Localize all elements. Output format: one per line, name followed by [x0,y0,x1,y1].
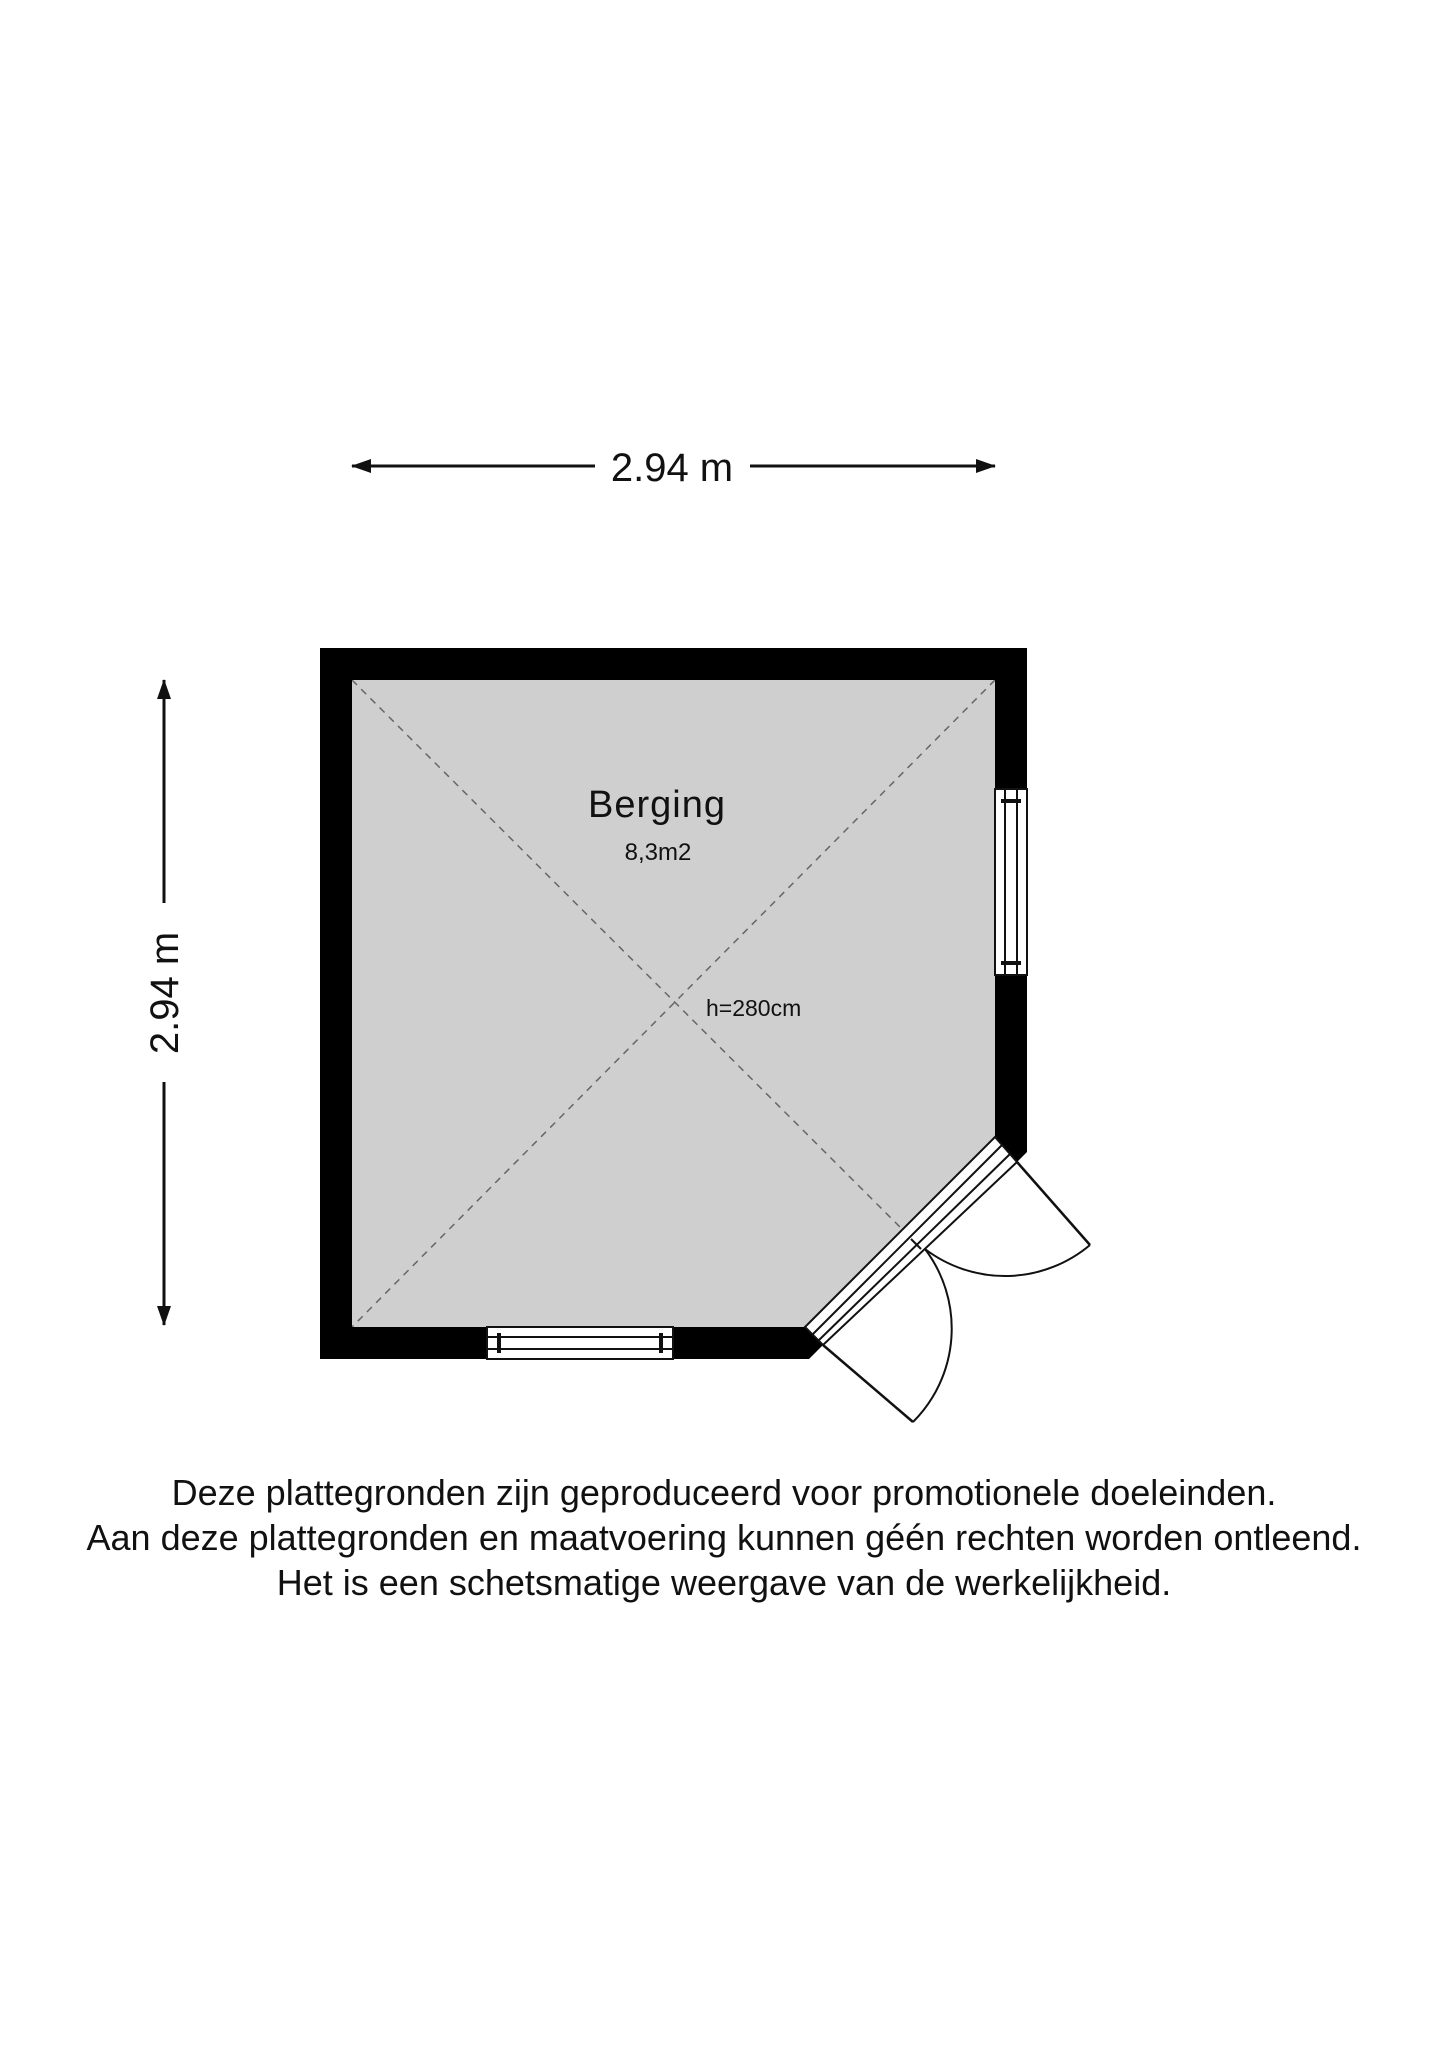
window-right [995,789,1027,975]
room-area: 8,3m2 [624,839,692,866]
window-right-mullion-top [1001,799,1021,803]
wall-right-middle [995,975,1027,1162]
door-swing-upper [925,1245,1090,1276]
wall-top [320,648,1027,680]
door-leaf-lower [823,1345,913,1422]
window-right-mullion-bottom [1001,961,1021,965]
wall-right-top [995,648,1027,789]
window-right-frame [995,789,1027,975]
room-name: Berging [588,784,726,826]
door-swing-lower [913,1249,952,1422]
room-ceiling-height: h=280cm [706,995,802,1021]
width-dimension [352,446,995,490]
wall-left [320,648,352,1359]
door-leaf-upper [1017,1162,1090,1245]
window-bottom-frame [487,1327,673,1359]
window-bottom-mullion-left [497,1333,501,1353]
window-bottom [487,1327,673,1359]
height-dimension-label: 2.94 m [143,931,187,1055]
window-bottom-mullion-right [659,1333,663,1353]
wall-bottom-right [673,1327,823,1359]
disclaimer-line-1: Deze plattegronden zijn geproduceerd voor promotionele doeleinden. [171,1472,1277,1513]
disclaimer [0,1470,1448,1605]
disclaimer-line-3: Het is een schetsmatige weergave van de werkelijkheid. [276,1562,1172,1603]
height-dimension [143,680,187,1325]
disclaimer-line-2: Aan deze plattegronden en maatvoering kunnen géén rechten worden ontleend. [86,1517,1362,1558]
width-dimension-label: 2.94 m [610,446,734,490]
wall-bottom-left [320,1327,487,1359]
